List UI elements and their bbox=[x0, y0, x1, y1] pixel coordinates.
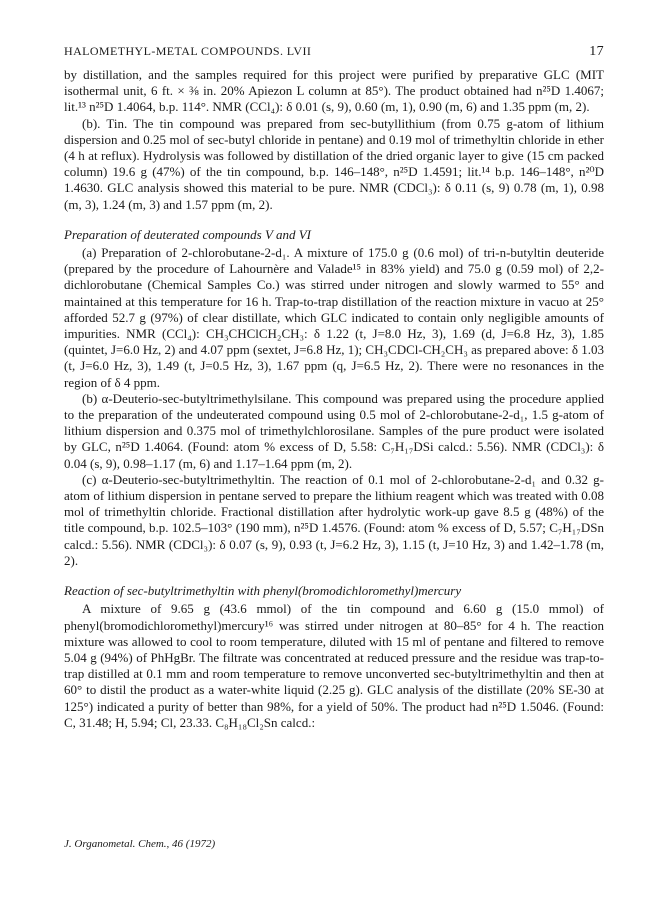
paragraph-reaction: A mixture of 9.65 g (43.6 mmol) of the tin compound and 6.60 g (15.0 mmol) of phenyl(bromodichloromethyl)mercury¹⁶ was stirred under nitrogen at 80–85° for 4 h. The reaction mixture was allowed to cool to room temperature, diluted with 15 ml of pentane and filtered to remove 5.04 g (94%) of PhHgBr. The filtrate was concentrated at reduced pressure and the residue was trap-to-trap distilled at 0.1 mm and room temperature to remove unconverted sec-butyltrimethyltin and then at 60° to distil the product as a water-white liquid (2.25 g). GLC analysis of the distillate (20% SE-30 at 125°) indicated a purity of better than 98%, for a yield of 50%. The product had n²⁵D 1.5046. (Found: C, 31.48; H, 5.94; Cl, 23.33. C₈H₁₈Cl₂Sn calcd.: bbox=[64, 601, 604, 730]
paragraph-distillation: by distillation, and the samples required for this project were purified by preparative GLC (MIT isothermal unit, 6 ft. × ⅜ in. 20% Apiezon L column at 85°). The product obtained had n²⁵D 1.4067; lit.¹³ n²⁵D 1.4064, b.p. 114°. NMR (CCl₄): δ 0.01 (s, 9), 0.60 (m, 1), 0.90 (m, 6) and 1.35 ppm (m, 2). bbox=[64, 67, 604, 115]
paragraph-tin: (b). Tin. The tin compound was prepared from sec-butyllithium (from 0.75 g-atom of lithium dispersion and 0.25 mol of sec-butyl chloride in pentane) and 0.19 mol of trimethyltin chloride in ether (4 h at reflux). Hydrolysis was followed by distillation of the dried organic layer to give (15 cm packed column) 19.6 g (47%) of the tin compound, b.p. 146–148°, n²⁵D 1.4591; lit.¹⁴ b.p. 146–148°, n²⁰D 1.4630. GLC analysis showed this material to be pure. NMR (CDCl₃): δ 0.11 (s, 9) 0.78 (m, 1), 0.98 (m, 3), 1.24 (m, 3) and 1.57 ppm (m, 2). bbox=[64, 115, 604, 212]
article-body bbox=[64, 67, 604, 731]
section-heading-reaction: Reaction of sec-butyltrimethyltin with phenyl(bromodichloromethyl)mercury bbox=[64, 583, 462, 599]
page-number: 17 bbox=[589, 44, 604, 59]
paragraph-deuterio-tin: (c) α-Deuterio-sec-butyltrimethyltin. The reaction of 0.1 mol of 2-chlorobutane-2-d₁ and 0.32 g-atom of lithium dispersion in pentane served to prepare the lithium reagent which was treated with 0.08 mol of trimethyltin chloride. Fractional distillation after hydrolytic work-up gave 8.5 g (48%) of the title compound, b.p. 102.5–103° (190 mm), n²⁵D 1.4576. (Found: atom % excess of D, 5.57; C₇H₁₇DSn calcd.: 5.56). NMR (CDCl₃): δ 0.07 (s, 9), 0.93 (t, J=6.2 Hz, 3), 1.15 (t, J=10 Hz, 3) and 1.42–1.78 (m, 2). bbox=[64, 471, 604, 568]
paragraph-chlorobutane: (a) Preparation of 2-chlorobutane-2-d₁. A mixture of 175.0 g (0.6 mol) of tri-n-butyltin deuteride (prepared by the procedure of Lahournère and Valade¹⁵ in 83% yield) and 75.0 g (0.59 mol) of 2,2-dichlorobutane (Chemical Samples Co.) was stirred under nitrogen and slowly warmed to 55° and maintained at this temperature for 16 h. Trap-to-trap distillation of the reaction mixture in vacuo at 25° afforded 52.7 g (97%) of clear distillate, which GLC indicated to contain only negligible amounts of impurities. NMR (CCl₄): CH₃CHClCH₂CH₃: δ 1.22 (t, J=8.0 Hz, 3), 1.69 (d, J=6.8 Hz, 3), 1.85 (quintet, J=6.0 Hz, 2) and 4.07 ppm (sextet, J=6.8 Hz, 1); CH₃CDCl-CH₂CH₃ as prepared above: δ 1.03 (t, J=6.0 Hz, 3), 1.49 (t, J=0.5 Hz, 3), 1.67 ppm (q, J=6.5 Hz, 2). There were no resonances in the region of δ 4 ppm. bbox=[64, 245, 604, 390]
section-heading-deuterated: Preparation of deuterated compounds V and VI bbox=[64, 226, 311, 242]
running-header bbox=[64, 44, 604, 60]
running-title: HALOMETHYL-METAL COMPOUNDS. LVII bbox=[64, 44, 312, 58]
paragraph-deuterio-silane: (b) α-Deuterio-sec-butyltrimethylsilane. This compound was prepared using the procedure applied to the preparation of the undeuterated compound using 0.5 mol of 2-chlorobutane-2-d₁, 1.5 g-atom of lithium dispersion and 0.375 mol of trimethylchlorosilane. Samples of the pure product were isolated by GLC, n²⁵D 1.4064. (Found: atom % excess of D, 5.58: C₇H₁₇DSi calcd.: 5.56). NMR (CDCl₃): δ 0.04 (s, 9), 0.98–1.17 (m, 6) and 1.17–1.64 ppm (m, 2). bbox=[64, 390, 604, 471]
journal-citation: J. Organometal. Chem., 46 (1972) bbox=[64, 838, 216, 850]
